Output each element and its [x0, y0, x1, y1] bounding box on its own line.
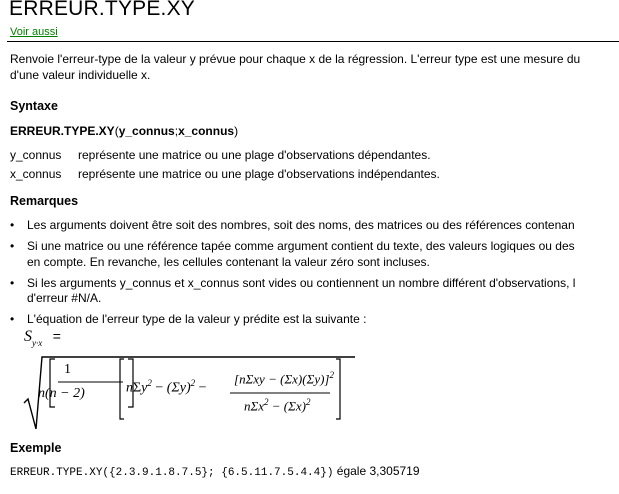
formula-num-b: (Σx)(Σy) [280, 371, 325, 387]
formula-exp-5: 2 [305, 397, 311, 407]
formula-subscript: y·x [32, 338, 43, 348]
syntax-open-paren: ( [114, 124, 119, 138]
syntax-close-paren: ) [234, 124, 239, 138]
formula-term1-n: n [126, 380, 133, 396]
arg-row-x [10, 167, 440, 181]
syntax-separator: ; [174, 124, 179, 138]
formula-exp-2: 2 [190, 378, 196, 388]
see-also-link[interactable]: Voir aussi [10, 26, 58, 38]
syntax-heading: Syntaxe [10, 99, 58, 113]
remarks-heading: Remarques [10, 194, 79, 208]
formula-main-brackets [118, 357, 358, 437]
formula-den-b: (Σx) [283, 398, 306, 414]
formula-exp-1: 2 [147, 378, 152, 388]
syntax-signature [10, 124, 238, 138]
arg-desc-y: représente une matrice ou une plage d'observations dépendantes. [78, 148, 431, 162]
formula-den-paren: n − 2 [49, 386, 81, 401]
formula-lhs [24, 328, 61, 346]
description-line-1: Renvoie l'erreur-type de la valeur y prévue pour chaque x de la régression. L'erreur type est une mesure du [10, 52, 581, 66]
example-heading: Exemple [10, 441, 62, 455]
remark-1-line-1: Les arguments doivent être soit des nombres, soit des noms, des matrices ou des références contenan [27, 218, 575, 232]
syntax-arg-x: x_connus [178, 124, 235, 138]
formula-num-a: nΣxy [239, 371, 265, 387]
formula-den-n: n [38, 386, 45, 401]
example-line [10, 464, 420, 479]
title-divider [7, 41, 619, 42]
remark-2-line-1: Si une matrice ou une référence tapée comme argument contient du texte, des valeurs logiques ou des [27, 239, 575, 253]
formula-one: 1 [64, 362, 71, 377]
formula-s-symbol: S [24, 328, 32, 345]
example-result: égale 3,305719 [333, 464, 420, 478]
formula-equals: = [52, 328, 61, 344]
arg-row-y [10, 148, 431, 162]
formula-term1-y: y [141, 380, 148, 396]
formula-term2: Σy [171, 380, 186, 396]
formula-den-a: nΣx [244, 398, 264, 414]
arg-name-x: x_connus [10, 167, 62, 181]
formula-term1: $n\Sigma y^2 - (\Sigma y)^2$ − [126, 378, 207, 396]
remark-3-line-2: d'erreur #N/A. [27, 291, 102, 305]
arg-name-y: y_connus [10, 148, 62, 162]
formula-frac-den: $n\Sigma x^2 - (\Sigma x)^2$ [244, 397, 311, 414]
bullet-icon: • [10, 239, 15, 253]
formula-exp-3: 2 [329, 370, 334, 380]
page-title: ERREUR.TYPE.XY [9, 0, 196, 20]
arg-desc-x: représente une matrice ou une plage d'observations indépendantes. [78, 167, 440, 181]
bullet-icon: • [10, 218, 15, 232]
formula-exp-4: 2 [264, 397, 269, 407]
bullet-icon: • [10, 276, 15, 290]
formula-denominator: n(n − 2) [38, 386, 85, 401]
formula-minus-1: − [155, 380, 164, 396]
example-code: ERREUR.TYPE.XY({2.3.9.1.8.7.5}; {6.5.11.7.5.4.4}) [10, 467, 334, 479]
bullet-icon: • [10, 312, 15, 326]
formula-minus-2: − [198, 380, 207, 396]
remark-3-line-1: Si les arguments y_connus et x_connus sont vides ou contiennent un nombre différent d'observations, l [27, 276, 576, 290]
remark-2-line-2: en compte. En revanche, les cellules contenant la valeur zéro sont incluses. [27, 255, 430, 269]
description-line-2: d'une valeur individuelle x. [10, 68, 151, 82]
syntax-function-name: ERREUR.TYPE.XY [10, 124, 115, 138]
syntax-arg-y: y_connus [118, 124, 175, 138]
remark-4-line-1: L'équation de l'erreur type de la valeur y prédite est la suivante : [27, 312, 367, 326]
formula-term1-sigma: Σ [133, 380, 142, 396]
formula-frac-num: $[n\Sigma xy - (\Sigma x)(\Sigma y)]^2$ [234, 370, 334, 387]
